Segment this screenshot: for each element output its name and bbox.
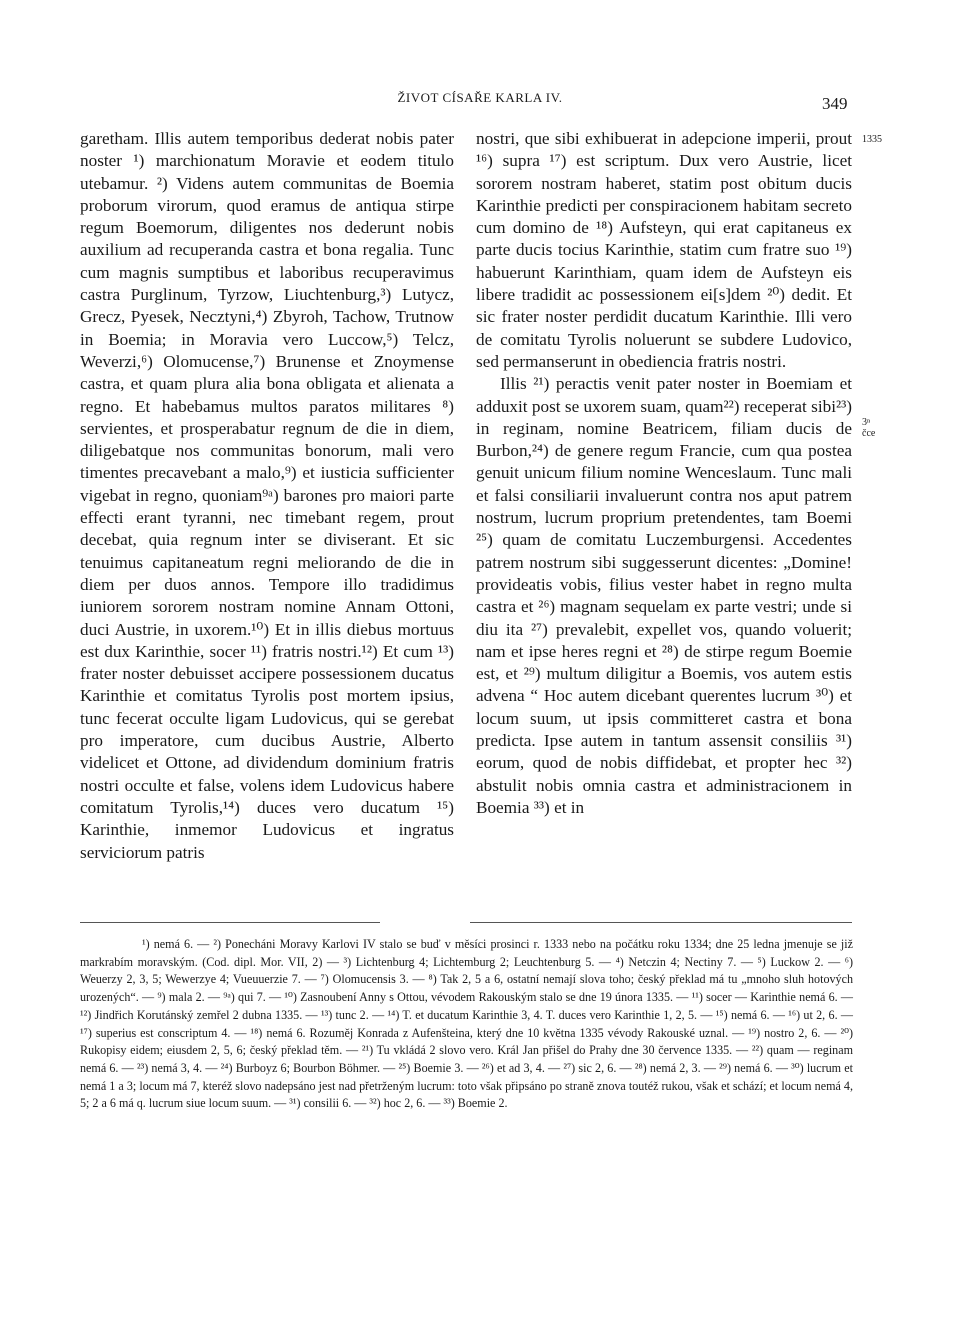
left-column-paragraph: garetham. Illis autem temporibus dederat nobis pater noster ¹) marchionatum Moravie et eodem titulo utebamur. ²) Videns autem communitas de Boemia proborum virorum, quod eramus de antiqua stirpe regum Boemorum, diligentes nos dederunt nobis auxilium ad recuperanda castra et bona regalia. Tunc cum magnis sumptibus et laboribus recuperavimus castra Purglinum, Tyrzow, Liuchtenburg,³) Lutycz, Grecz, Pyesek, Necztyni,⁴) Zbyroh, Tachow, Trutnow in Boemia; in Moravia vero Luccow,⁵) Telcz, Weverzi,⁶) Olomucense,⁷) Brunense et Znoymense castra, et quam plura alia bona obligata et alienata a regno. Et habebamus multos paratos militares ⁸) servientes, et prosperabatur regnum de die in diem, diligebatque nos communitas bonorum, mali vero timentes precavebant a malo,⁹) et iusticia sufficienter vigebat in regno, quoniam⁹ᵃ) barones pro maiori parte effecti erant tyranni, nec timebant regem, prout decebat, quia regnum inter se diviserant. Et sic tenuimus capitaneatum regni meliorando de die in diem per duos annos. Tempore illo tradidimus iuniorem sororem nostram nomine Annam Ottoni, duci Austrie, in uxorem.¹⁰) Et in illis diebus mortuus est dux Karinthie, socer ¹¹) fratris nostri.¹²) Et cum ¹³) frater noster debuisset accipere possessionem ducatus Karinthie et comitatus Tyrolis post mortem ipsius, tunc fecerat occulte ligam Ludovicus, qui se gerebat pro imperatore, cum ducibus Austrie, Alberto videlicet et Ottone, ad dividendum dominium fratris nostri occulte et false, volens idem Ludovicus habere comitatum Tyrolis,¹⁴) duces vero ducatum ¹⁵) Karinthie, inmemor Ludovicus et ingratus serviciorum patris — [80, 129, 454, 862]
right-column-paragraph-1: nostri, que sibi exhibuerat in adepcione imperii, prout ¹⁶) supra ¹⁷) est scriptum. Dux vero Austrie, licet sororem nostram haberet, statim post obitum ducis Karinthie predicti per conspiracionem habitam secreto cum domino de ¹⁸) Aufsteyn, qui erat capitaneus ex parte ducis tocius Karinthie, statim cum fratre suo ¹⁹) habuerunt Karinthiam, quam idem de Aufsteyn eis libere tradidit ac possessionem ei[s]dem ²⁰) dedit. Et sic frater noster perdidit ducatum Karinthie. Illi vero de comitatu Tyrolis noluerunt se subdere Ludovico, sed permanserunt in obediencia fratris nostri. — [476, 129, 852, 371]
left-text-column — [80, 128, 454, 864]
margin-reference-note: 3ⁿ čce — [862, 417, 876, 439]
footnotes-block — [80, 936, 853, 1113]
right-text-column — [476, 128, 852, 819]
running-title: ŽIVOT CÍSAŘE KARLA IV. — [397, 90, 563, 105]
footnotes-text: ¹) nemá 6. — ²) Ponecháni Moravy Karlovi IV stalo se buď v měsíci prosinci r. 1333 nebo na počátku roku 1334; dne 25 ledna jmenuje se již markrabím moravským. (Cod. dipl. Mor. VII, 2) — ³) Lichtenburg 4; Lichtemburg 2; Leuchtenburg 5. — ⁴) Netczin 4; Nectiny 7. — ⁵) Luckow 2. — ⁶) Weuerzy 2, 3, 5; Wewerzye 4; Vueuuerzie 7. — ⁷) Olomucensis 3. — ⁸) Tak 2, 5 a 6, ostatní nemají slova toho; český překlad má tu „mnoho sluh hotových urozených“. — ⁹) mala 2. — ⁹ᵃ) qui 7. — ¹⁰) Zasnoubení Anny s Ottou, vévodem Rakouským stalo se dne 19 února 1335. — ¹¹) socer — Karinthie nemá 6. — ¹²) Jindřich Korutánský zemřel 2 dubna 1335. — ¹³) tunc 2. — ¹⁴) T. et ducatum Karinthie 3, 4. T. duces vero Karinthie 1, 2, 5. — ¹⁵) nemá 6. — ¹⁶) ut 2, 6. — ¹⁷) superius est conscriptum 4. — ¹⁸) nemá 6. Rozuměj Konrada z Aufenšteina, který dne 10 května 1335 vévody Rakouské uznal. — ¹⁹) nostro 2, 6. — ²⁰) Rukopisy eidem; eiusdem 2, 5, 6; český překlad těm. — ²¹) Tu vkládá 2 slovo vero. Král Jan přišel do Prahy dne 30 července 1335. — ²²) quam — reginam nemá 6. — ²³) nemá 3, 4. — ²⁴) Burboyz 6; Bourbon Böhmer. — ²⁵) Boemie 3. — ²⁶) et ad 3, 4. — ²⁷) sic 2, 6. — ²⁸) nemá 2, 3. — ²⁹) nemá 6. — ³⁰) lucrum et nemá 1 a 3; locum má 7, kteréž slovo nadepsáno jest nad přetrženým lucrum: toto však připsáno po straně znova toutéž rukou, však et schází; et locum nemá 4, 5; 2 a 6 má q. lucrum siue locum suum. — ³¹) consilii 6. — ³²) hoc 2, 6. — ³³) Boemie 2. — [80, 937, 853, 1111]
right-column-paragraph-2: Illis ²¹) peractis venit pater noster in Boemiam et adduxit post se uxorem suam, quam²²) receperat sibi²³) in reginam, nomine Beatricem, filiam ducis de Burbon,²⁴) de genere regum Francie, cum qua postea genuit unicum filium nomine Wenceslaum. Tunc mali et falsi consiliarii invaluerunt contra nos aput patrem nostrum, lucrum proprium pretendentes, tam Boemi ²⁵) quam de comitatu Luczemburgensi. Accedentes patrem nostrum sibi suggesserunt dicentes: „Domine! provideatis vobis, filius vester habet in regno multa castra et ²⁶) magnam sequelam ex parte vestri; unde si diu ita ²⁷) prevalebit, expellet vos, quando voluerit; nam et ipse heres regni et ²⁸) de stirpe regum Boemie est, et ²⁹) multum diligitur a Boemis, vos autem estis advena “ Hoc autem dicebant querentes lucrum ³⁰) et locum suum, ut ipsis committeret castra et bona predicta. Ipse autem in tantum assensit consiliis ³¹) eorum, quod de nobis diffidebat, et propter hec ³²) abstulit nobis omnia castra et administracionem in Boemia ³³) et in — [476, 374, 852, 817]
page-number: 349 — [822, 94, 848, 113]
footnote-divider-left — [80, 922, 380, 923]
footnote-divider-right — [470, 922, 852, 923]
margin-year-note: 1335 — [862, 134, 882, 145]
